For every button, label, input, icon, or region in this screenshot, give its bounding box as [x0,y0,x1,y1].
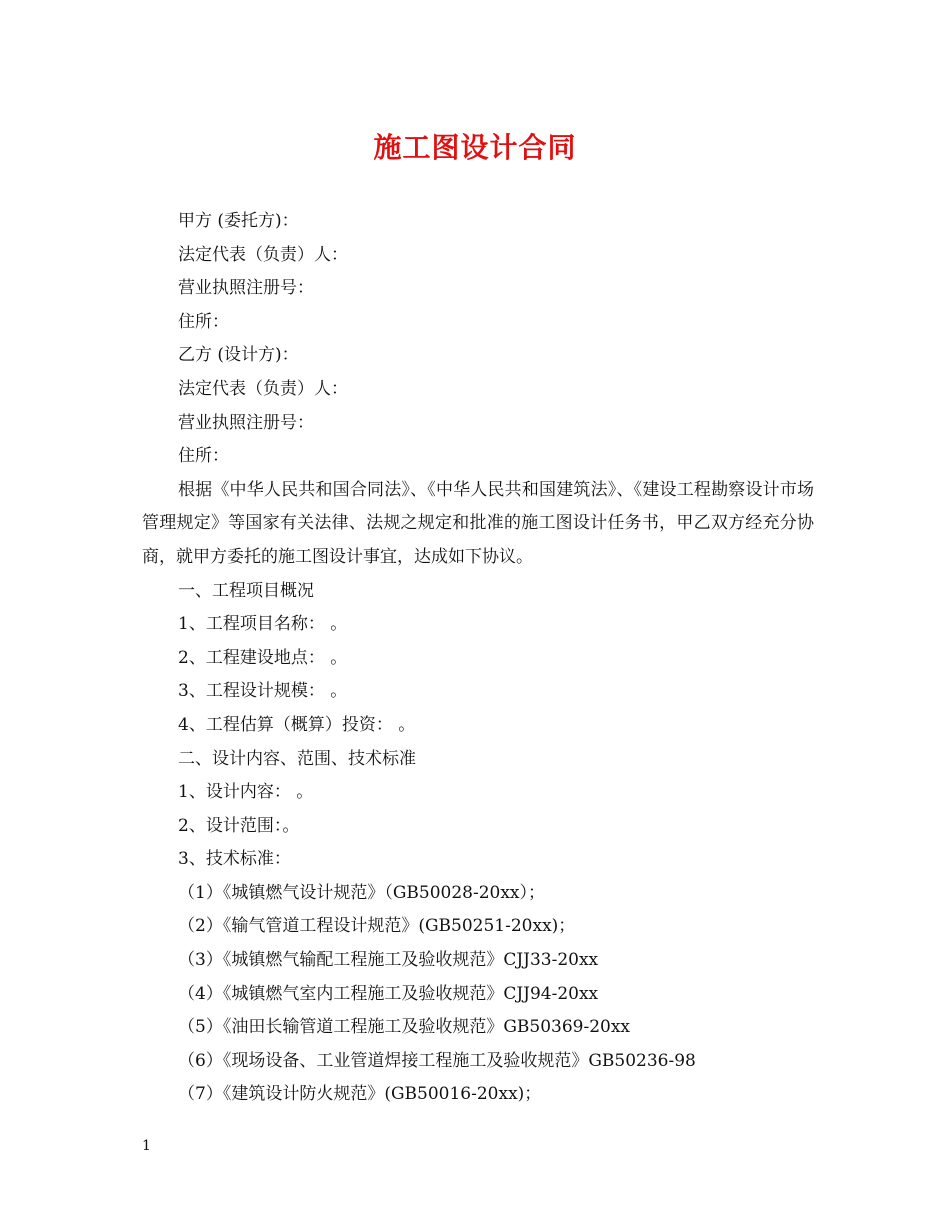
standard-item: （7）《建筑设计防火规范》(GB50016-20xx)； [178,1084,542,1105]
party-a-address: 住所： [178,311,229,332]
standard-item: （6）《现场设备、工业管道焊接工程施工及验收规范》GB50236-98 [178,1050,696,1071]
party-b-license: 营业执照注册号： [178,412,314,433]
party-b-address: 住所： [178,446,229,467]
standard-item: （3）《城镇燃气输配工程施工及验收规范》CJJ33-20xx [178,950,599,971]
preamble-paragraph: 根据《中华人民共和国合同法》、《中华人民共和国建筑法》、《建设工程勘察设计市场管理规定》等国家有关法律、法规之规定和批准的施工图设计任务书，甲乙双方经充分协商，就甲方委托的施工图设计事宜，达成如下协议。 [142,479,814,567]
standard-item: （4）《城镇燃气室内工程施工及验收规范》CJJ94-20xx [178,983,599,1004]
section-item: 2、工程建设地点： 。 [178,647,348,668]
standard-item: （1）《城镇燃气设计规范》（GB50028-20xx）； [178,882,546,903]
section-item: 1、工程项目名称： 。 [178,614,348,635]
standard-item: （2）《输气管道工程设计规范》(GB50251-20xx)； [178,916,576,937]
party-b-label: 乙方 (设计方)： [178,345,299,366]
section-item: 3、工程设计规模： 。 [178,681,348,702]
party-a-label: 甲方 (委托方)： [178,211,299,231]
section-heading: 二、设计内容、范围、技术标准 [178,748,416,769]
document-title: 施工图设计合同 [373,131,577,164]
section-item: 3、技术标准： [178,849,291,870]
section-item: 1、设计内容： 。 [178,782,314,803]
party-a-license: 营业执照注册号： [178,278,314,299]
section-item: 4、工程估算（概算）投资： 。 [178,714,416,735]
section-heading: 一、工程项目概况 [178,580,314,601]
page-number: 1 [142,1138,151,1154]
document-body [142,205,814,1112]
standard-item: （5）《油田长输管道工程施工及验收规范》GB50369-20xx [178,1017,631,1038]
section-item: 2、设计范围：。 [178,815,300,836]
party-b-representative: 法定代表（负责）人： [178,378,348,399]
party-a-representative: 法定代表（负责）人： [178,244,348,265]
